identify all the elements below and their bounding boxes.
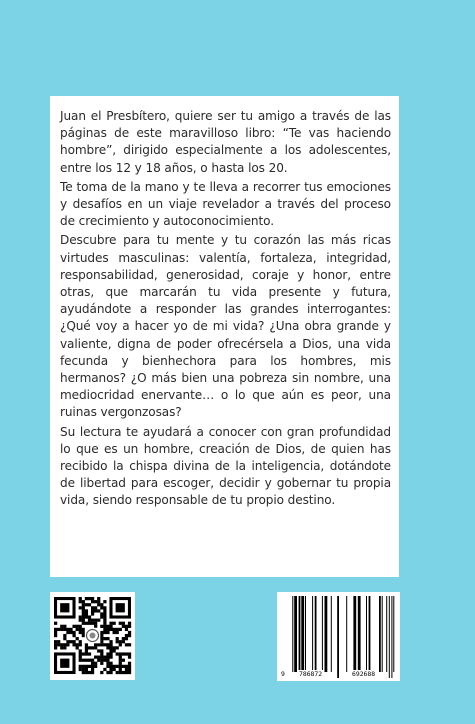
isbn-barcode — [277, 592, 400, 681]
barcode-icon — [277, 592, 400, 681]
barcode-group-right: 692688 — [352, 670, 376, 678]
blurb-paragraph-4: Su lectura te ayudará a conocer con gran profundidad lo que es un hombre, creación de Dios, de quien has recibido la chispa divina de la inteligencia, dotándote de libertad para escoger, decidir y gobernar tu propia vida, siendo responsable de tu propio destino. — [60, 424, 391, 508]
qr-code-icon — [50, 592, 135, 680]
qr-code-graphic — [50, 592, 135, 680]
blurb-paragraph-2: Te toma de la mano y te lleva a recorrer tus emociones y desafíos en un viaje revelador a través del proceso de crecimiento y autoconocimiento. — [60, 179, 391, 229]
blurb-paragraph-3: Descubre para tu mente y tu corazón las más ricas virtudes masculinas: valentía, fortaleza, integridad, responsabilidad, generosidad, coraje y honor, entre otras, que marcarán tu vida presente y futura, ayudándote a responder las grandes interrogantes: ¿Qué voy a hacer yo de mi vida? ¿Una obra grande y valiente, digna de poder ofrecérsela a Dios, una vida fecunda y bienhechora para los hombres, mis hermanos? ¿O más bien una pobreza sin nombre, una mediocridad enervante… o lo que aún es peor, una ruinas vergonzosas? — [60, 233, 391, 420]
barcode-group-left: 786872 — [299, 670, 323, 678]
back-cover-text-panel — [50, 96, 399, 577]
barcode-digit-first: 9 — [281, 670, 285, 678]
blurb-paragraph-1: Juan el Presbítero, quiere ser tu amigo a través de las páginas de este maravilloso libro: “Te vas haciendo hombre”, dirigido especialmente a los adolescentes, entre los 12 y 18 años, o hasta los 20. — [60, 109, 391, 175]
